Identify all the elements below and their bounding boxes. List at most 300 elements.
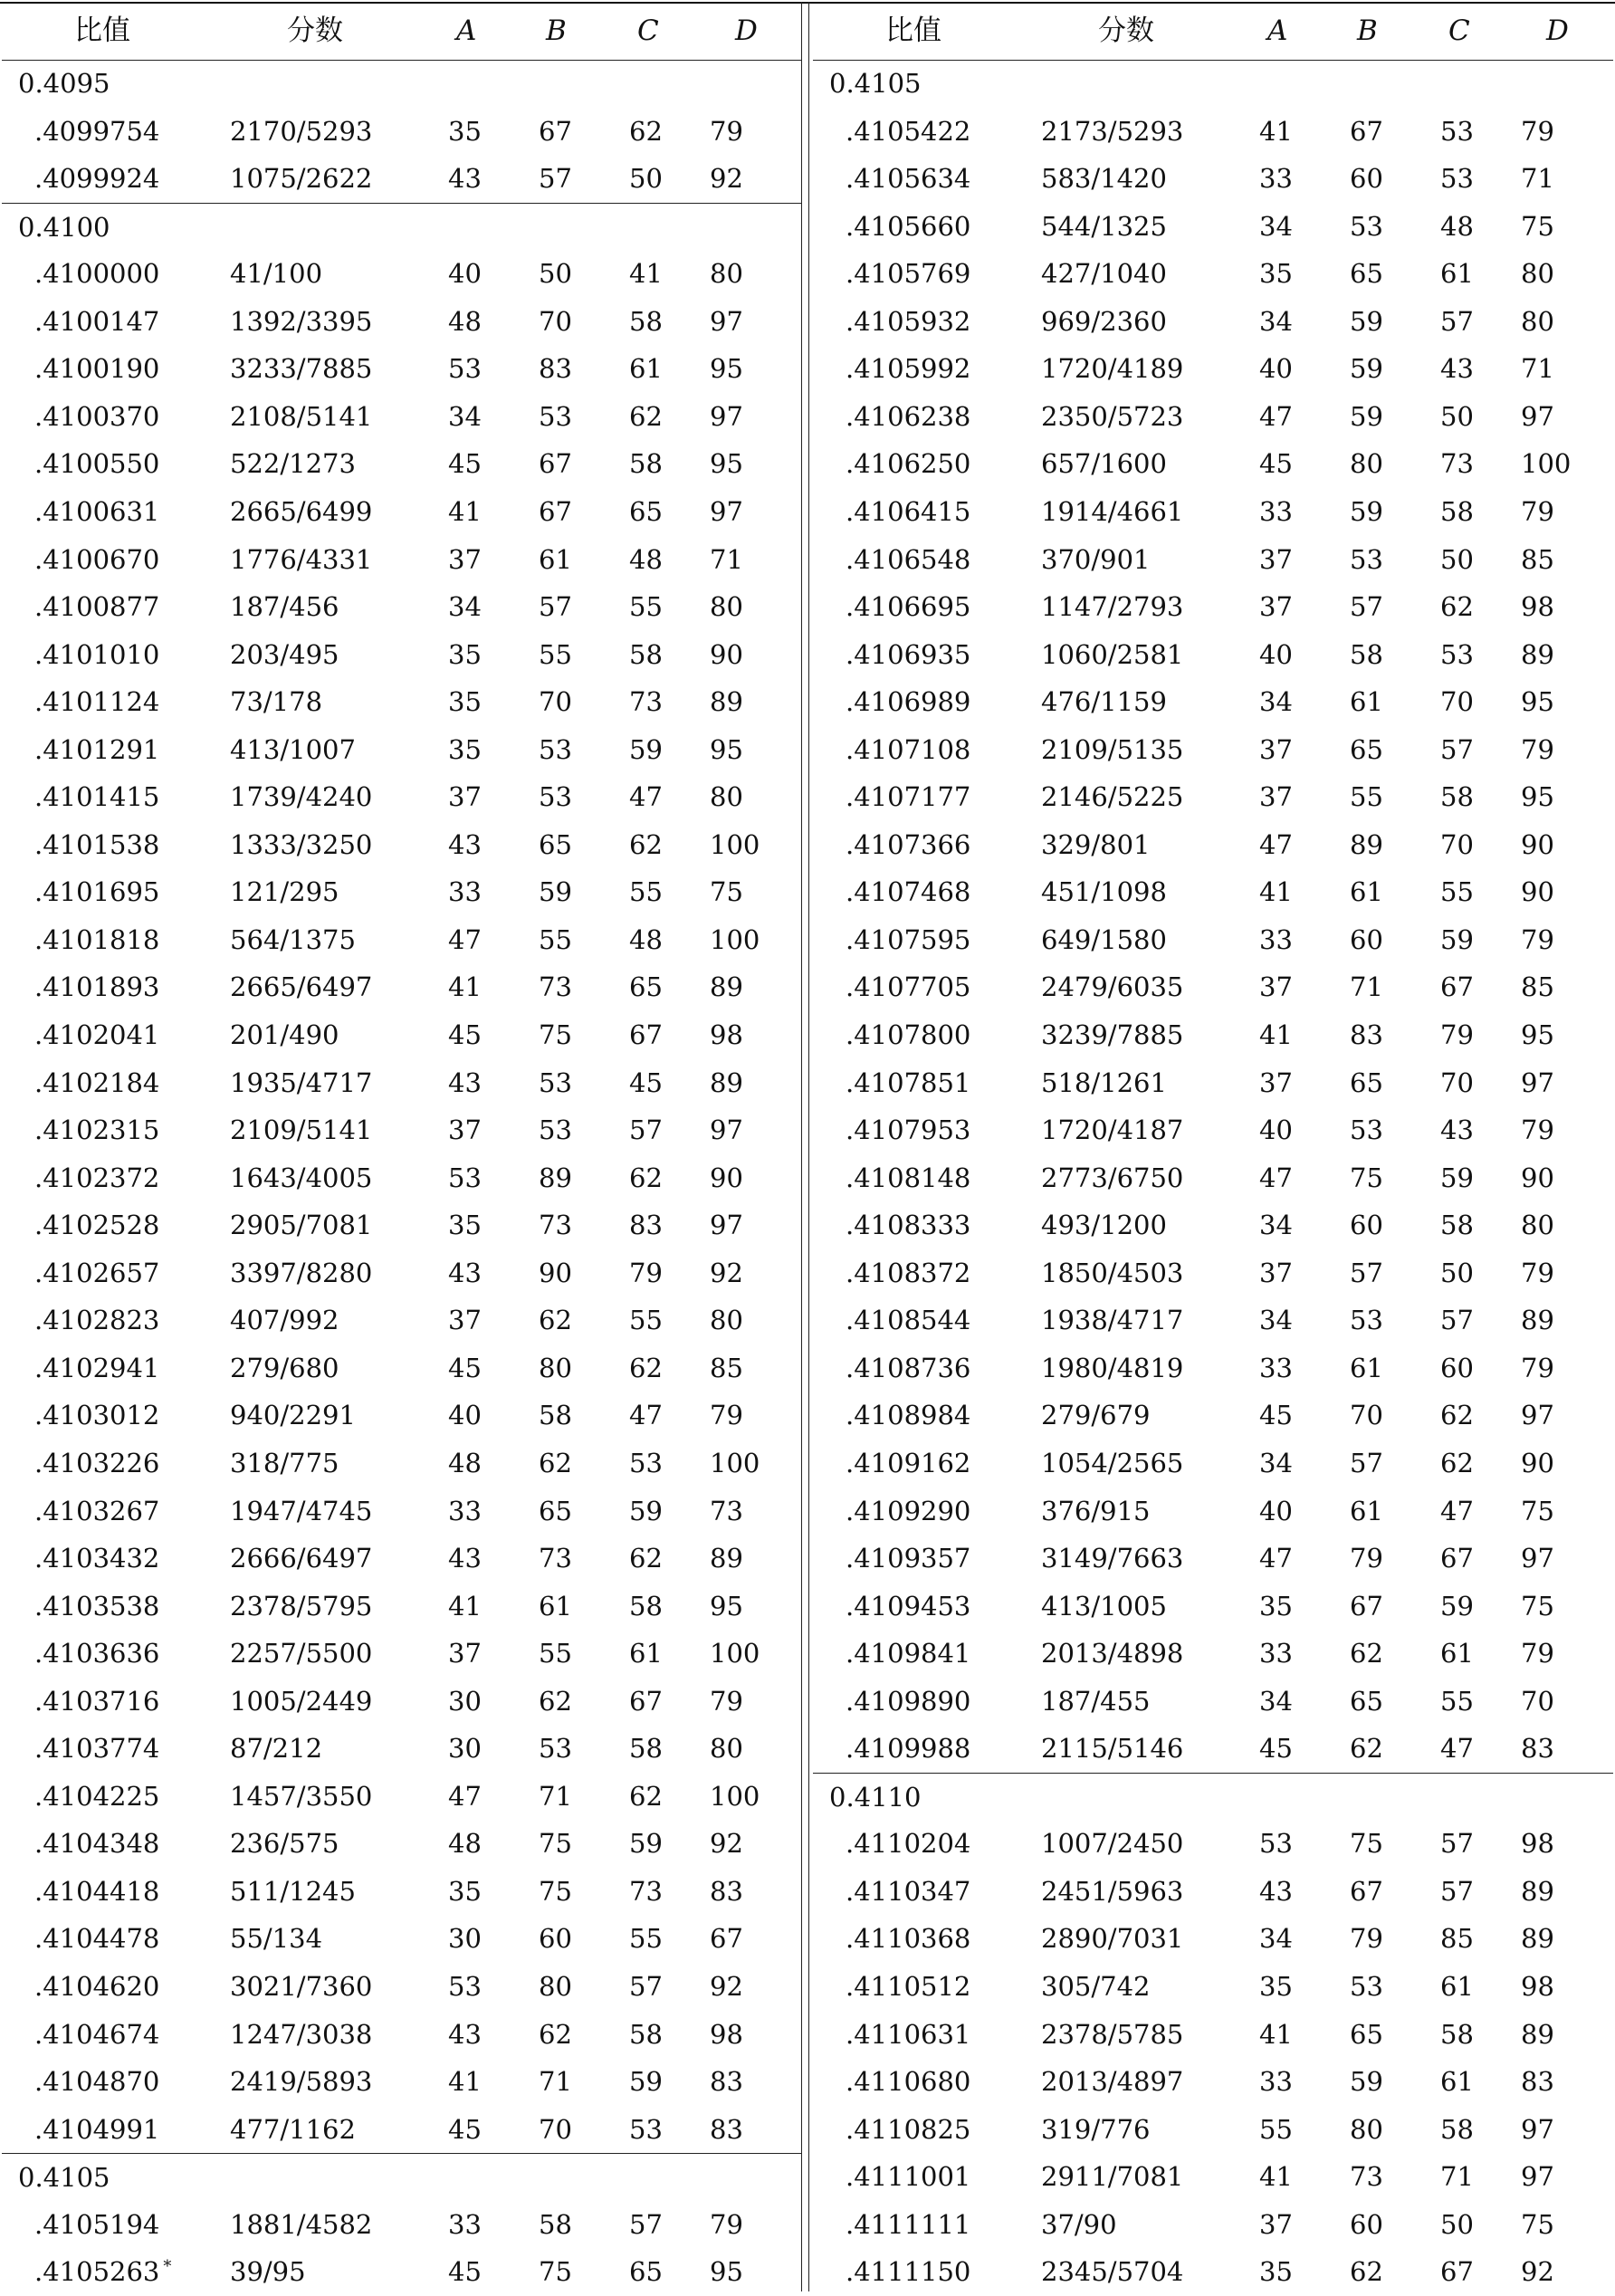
b-cell xyxy=(539,1915,572,1963)
c-cell xyxy=(629,1583,663,1631)
b-cell-text: 75 xyxy=(539,2256,572,2288)
b-cell xyxy=(1350,1249,1383,1297)
ratio-cell xyxy=(34,250,159,298)
c-cell xyxy=(629,1820,663,1868)
ratio-cell xyxy=(846,2011,970,2059)
a-cell xyxy=(1259,440,1293,488)
group-label: 0.4105 xyxy=(829,68,922,99)
fraction-cell-text: 87/212 xyxy=(230,1733,323,1765)
d-cell-text: 97 xyxy=(1521,2113,1554,2145)
b-cell-text: 59 xyxy=(1350,305,1383,337)
fraction-cell xyxy=(230,345,372,393)
fraction-cell-text: 2905/7081 xyxy=(230,1210,373,1241)
c-cell xyxy=(1440,2153,1474,2201)
d-cell-text: 89 xyxy=(1521,638,1554,670)
table-row xyxy=(2,1106,801,1154)
d-cell-text: 75 xyxy=(1521,2208,1554,2240)
b-cell-text: 53 xyxy=(539,1115,572,1146)
c-cell-text: 67 xyxy=(629,1019,663,1050)
d-cell-text: 80 xyxy=(710,1305,743,1336)
fraction-cell-text: 2378/5785 xyxy=(1041,2018,1184,2050)
table-row xyxy=(813,1868,1613,1916)
b-cell xyxy=(1350,1011,1383,1059)
b-cell xyxy=(1350,1915,1383,1963)
fraction-cell xyxy=(230,393,372,441)
fraction-cell-text: 2378/5795 xyxy=(230,1590,373,1622)
ratio-cell-text: .4104478 xyxy=(34,1923,160,1955)
header-ratio: 比值 xyxy=(885,14,941,47)
a-cell xyxy=(1259,1296,1293,1344)
a-cell xyxy=(1259,108,1293,156)
ratio-cell xyxy=(846,1201,970,1249)
d-cell xyxy=(710,1440,760,1488)
a-cell-text: 53 xyxy=(1259,1828,1293,1860)
table-row xyxy=(2,2011,801,2059)
b-cell-text: 62 xyxy=(1350,1638,1383,1669)
ratio-cell xyxy=(34,963,159,1011)
fraction-cell-text: 1720/4189 xyxy=(1041,353,1184,385)
ratio-cell-text: .4101124 xyxy=(34,686,160,718)
fraction-cell-text: 305/742 xyxy=(1041,1971,1151,2002)
fraction-cell xyxy=(1041,963,1183,1011)
b-cell xyxy=(539,2106,572,2154)
a-cell-text: 40 xyxy=(1259,638,1293,670)
b-cell xyxy=(539,1392,572,1440)
d-cell xyxy=(710,155,743,203)
c-cell-text: 43 xyxy=(1440,1115,1474,1146)
c-cell-text: 67 xyxy=(1440,971,1474,1003)
d-cell-text: 90 xyxy=(1521,876,1554,908)
fraction-cell xyxy=(1041,1011,1183,1059)
a-cell-text: 40 xyxy=(1259,1115,1293,1146)
a-cell-text: 33 xyxy=(448,1495,482,1526)
b-cell xyxy=(539,963,572,1011)
ratio-cell xyxy=(34,440,159,488)
fraction-cell xyxy=(1041,2153,1183,2201)
table-row xyxy=(813,2058,1613,2106)
c-cell-text: 61 xyxy=(629,353,663,385)
group-label: 0.4105 xyxy=(18,2162,110,2194)
fraction-cell xyxy=(1041,393,1183,441)
ratio-cell xyxy=(34,1344,159,1392)
ratio-cell xyxy=(34,345,159,393)
d-cell-text: 89 xyxy=(1521,2018,1554,2050)
b-cell-text: 73 xyxy=(1350,2161,1383,2193)
a-cell-text: 34 xyxy=(1259,1923,1293,1955)
c-cell xyxy=(629,250,663,298)
ratio-cell xyxy=(846,1440,970,1488)
d-cell-text: 100 xyxy=(710,1447,760,1478)
b-cell xyxy=(1350,488,1383,536)
ratio-cell xyxy=(846,1488,970,1535)
ratio-cell-text: .4109453 xyxy=(846,1590,971,1622)
ratio-cell-text: .4107953 xyxy=(846,1115,971,1146)
c-cell xyxy=(629,393,663,441)
d-cell xyxy=(1521,1488,1554,1535)
c-cell xyxy=(629,1059,663,1107)
c-cell-text: 47 xyxy=(1440,1733,1474,1765)
table-row xyxy=(813,536,1613,584)
fraction-cell-text: 2013/4898 xyxy=(1041,1638,1184,1669)
ratio-cell xyxy=(846,393,970,441)
ratio-cell xyxy=(846,1868,970,1916)
ratio-cell xyxy=(34,821,159,869)
b-cell xyxy=(1350,203,1383,251)
ratio-cell-text: .4102041 xyxy=(34,1019,160,1050)
fraction-cell-text: 2773/6750 xyxy=(1041,1162,1184,1193)
ratio-cell-text: .4101010 xyxy=(34,638,160,670)
d-cell xyxy=(1521,2058,1554,2106)
d-cell xyxy=(710,1915,743,1963)
b-cell xyxy=(539,155,572,203)
b-cell xyxy=(1350,1535,1383,1583)
a-cell-text: 37 xyxy=(448,1305,482,1336)
a-cell-text: 43 xyxy=(448,1067,482,1098)
a-cell xyxy=(1259,583,1293,631)
fraction-cell-text: 2108/5141 xyxy=(230,400,373,432)
d-cell xyxy=(710,488,743,536)
b-cell xyxy=(1350,1963,1383,2011)
a-cell-text: 37 xyxy=(448,781,482,813)
a-cell-text: 37 xyxy=(448,1638,482,1669)
b-cell xyxy=(1350,536,1383,584)
table-row xyxy=(813,726,1613,774)
d-cell xyxy=(710,393,743,441)
a-cell xyxy=(1259,916,1293,964)
d-cell-text: 100 xyxy=(710,923,760,955)
b-cell-text: 62 xyxy=(539,1447,572,1478)
ratio-cell-text: .4101695 xyxy=(34,876,160,908)
c-cell xyxy=(629,631,663,679)
table-row xyxy=(2,108,801,156)
c-cell xyxy=(629,1630,663,1678)
c-cell xyxy=(1440,2106,1474,2154)
table-row xyxy=(2,1249,801,1297)
ratio-cell xyxy=(846,345,970,393)
b-cell xyxy=(539,1773,572,1821)
c-cell-text: 55 xyxy=(629,1923,663,1955)
table-row xyxy=(2,1868,801,1916)
a-cell-text: 34 xyxy=(1259,210,1293,242)
table-row xyxy=(813,1630,1613,1678)
ratio-cell-text: .4108984 xyxy=(846,1400,971,1431)
b-cell-text: 65 xyxy=(539,1495,572,1526)
c-cell xyxy=(629,1440,663,1488)
header-fraction: 分数 xyxy=(287,14,343,47)
a-cell xyxy=(1259,1725,1293,1773)
c-cell-text: 62 xyxy=(1440,1400,1474,1431)
ratio-cell-text: .4110347 xyxy=(846,1875,971,1907)
ratio-cell-text: .4099754 xyxy=(34,115,160,147)
a-cell-text: 47 xyxy=(448,923,482,955)
b-cell xyxy=(539,1868,572,1916)
table-row xyxy=(2,1392,801,1440)
ratio-cell xyxy=(846,2106,970,2154)
a-cell-text: 34 xyxy=(1259,1447,1293,1478)
a-cell xyxy=(1259,1868,1293,1916)
d-cell-text: 85 xyxy=(710,1352,743,1383)
d-cell xyxy=(1521,678,1554,726)
b-cell-text: 79 xyxy=(1350,1923,1383,1955)
c-cell-text: 58 xyxy=(629,638,663,670)
fraction-cell xyxy=(230,1868,356,1916)
b-cell-text: 57 xyxy=(1350,1447,1383,1478)
a-cell-text: 37 xyxy=(448,543,482,575)
c-cell-text: 62 xyxy=(1440,1447,1474,1478)
fraction-cell-text: 236/575 xyxy=(230,1828,339,1860)
b-cell-text: 75 xyxy=(539,1828,572,1860)
fraction-cell-text: 1054/2565 xyxy=(1041,1447,1184,1478)
b-cell-text: 59 xyxy=(539,876,572,908)
fraction-cell-text: 2257/5500 xyxy=(230,1638,373,1669)
ratio-cell xyxy=(34,1630,159,1678)
d-cell-text: 89 xyxy=(710,971,743,1003)
b-cell xyxy=(1350,1106,1383,1154)
table-row xyxy=(2,2106,801,2154)
table-row xyxy=(813,345,1613,393)
c-cell xyxy=(629,2058,663,2106)
table-row xyxy=(2,1583,801,1631)
b-cell xyxy=(1350,2153,1383,2201)
fraction-cell-text: 187/455 xyxy=(1041,1685,1151,1717)
fraction-cell-text: 1881/4582 xyxy=(230,2208,373,2240)
ratio-cell xyxy=(846,536,970,584)
d-cell-text: 92 xyxy=(710,1257,743,1288)
ratio-cell-text: .4107595 xyxy=(846,923,971,955)
a-cell-text: 35 xyxy=(448,1210,482,1241)
table-row xyxy=(2,1154,801,1202)
fraction-cell xyxy=(1041,1201,1167,1249)
d-cell-text: 79 xyxy=(1521,1257,1554,1288)
c-cell-text: 48 xyxy=(629,543,663,575)
d-cell-text: 85 xyxy=(1521,543,1554,575)
d-cell-text: 98 xyxy=(1521,591,1554,623)
c-cell xyxy=(1440,203,1474,251)
c-cell-text: 53 xyxy=(629,1447,663,1478)
fraction-cell-text: 493/1200 xyxy=(1041,1210,1167,1241)
fraction-cell xyxy=(230,916,356,964)
ratio-cell xyxy=(34,868,159,916)
c-cell xyxy=(1440,1106,1474,1154)
table-row xyxy=(813,963,1613,1011)
d-cell xyxy=(710,1488,743,1535)
a-cell xyxy=(1259,1106,1293,1154)
ratio-cell xyxy=(34,1249,159,1297)
b-cell xyxy=(1350,868,1383,916)
b-cell-text: 53 xyxy=(1350,1971,1383,2002)
a-cell-text: 45 xyxy=(448,2113,482,2145)
fraction-cell xyxy=(230,868,339,916)
d-cell-text: 97 xyxy=(1521,1067,1554,1098)
a-cell-text: 34 xyxy=(1259,1305,1293,1336)
d-cell-text: 90 xyxy=(1521,1162,1554,1193)
d-cell-text: 75 xyxy=(1521,1495,1554,1526)
table-row xyxy=(813,1249,1613,1297)
table-row xyxy=(2,1963,801,2011)
b-cell-text: 57 xyxy=(1350,1257,1383,1288)
a-cell-text: 53 xyxy=(448,1971,482,2002)
a-cell xyxy=(448,963,482,1011)
ratio-cell-text: .4101893 xyxy=(34,971,160,1003)
b-cell-text: 65 xyxy=(1350,733,1383,765)
b-cell xyxy=(1350,108,1383,156)
a-cell xyxy=(448,821,482,869)
a-cell xyxy=(448,2248,482,2296)
table-row xyxy=(813,1725,1613,1773)
d-cell-text: 97 xyxy=(1521,2161,1554,2193)
c-cell xyxy=(629,868,663,916)
a-cell-text: 30 xyxy=(448,1685,482,1717)
table-row xyxy=(2,631,801,679)
ratio-cell xyxy=(34,488,159,536)
d-cell-text: 71 xyxy=(710,543,743,575)
d-cell-text: 100 xyxy=(710,1780,760,1812)
d-cell xyxy=(710,2058,743,2106)
c-cell xyxy=(629,1106,663,1154)
b-cell xyxy=(539,1820,572,1868)
fraction-cell-text: 522/1273 xyxy=(230,448,356,480)
d-cell xyxy=(1521,631,1554,679)
fraction-cell xyxy=(1041,155,1167,203)
c-cell-text: 57 xyxy=(1440,305,1474,337)
c-cell xyxy=(1440,1249,1474,1297)
fraction-cell xyxy=(230,773,372,821)
fraction-cell-text: 969/2360 xyxy=(1041,305,1167,337)
b-cell-text: 61 xyxy=(1350,1495,1383,1526)
a-cell xyxy=(448,1725,482,1773)
c-cell xyxy=(629,1868,663,1916)
fraction-cell-text: 2666/6497 xyxy=(230,1543,373,1574)
fraction-cell-text: 1938/4717 xyxy=(1041,1305,1184,1336)
b-cell xyxy=(539,868,572,916)
b-cell xyxy=(1350,773,1383,821)
a-cell xyxy=(1259,868,1293,916)
d-cell xyxy=(710,1820,743,1868)
d-cell-text: 97 xyxy=(710,305,743,337)
c-cell-text: 58 xyxy=(1440,1210,1474,1241)
d-cell xyxy=(1521,1725,1554,1773)
a-cell xyxy=(1259,203,1293,251)
ratio-cell-text: .4109841 xyxy=(846,1638,971,1669)
d-cell xyxy=(710,1535,743,1583)
b-cell-text: 80 xyxy=(1350,448,1383,480)
fraction-cell-text: 1914/4661 xyxy=(1041,495,1184,527)
ratio-cell-text: .4107108 xyxy=(846,733,971,765)
fraction-cell-text: 1075/2622 xyxy=(230,163,373,195)
a-cell-text: 43 xyxy=(448,2018,482,2050)
fraction-cell xyxy=(230,2011,372,2059)
fraction-cell-text: 1850/4503 xyxy=(1041,1257,1184,1288)
fraction-cell-text: 376/915 xyxy=(1041,1495,1151,1526)
ratio-cell-text: .4106935 xyxy=(846,638,971,670)
c-cell xyxy=(1440,1059,1474,1107)
b-cell xyxy=(539,345,572,393)
a-cell-text: 43 xyxy=(448,828,482,860)
a-cell-text: 37 xyxy=(448,1115,482,1146)
d-cell-text: 98 xyxy=(710,1019,743,1050)
ratio-cell xyxy=(846,821,970,869)
a-cell-text: 43 xyxy=(448,163,482,195)
ratio-cell-text: .4108736 xyxy=(846,1352,971,1383)
ratio-cell-text: .4110631 xyxy=(846,2018,971,2050)
a-cell xyxy=(448,108,482,156)
d-cell-text: 80 xyxy=(1521,1210,1554,1241)
c-cell-text: 50 xyxy=(1440,400,1474,432)
table-row xyxy=(2,393,801,441)
b-cell xyxy=(1350,250,1383,298)
b-cell-text: 67 xyxy=(1350,115,1383,147)
fraction-cell xyxy=(1041,203,1167,251)
a-cell-text: 45 xyxy=(448,448,482,480)
c-cell xyxy=(629,2106,663,2154)
b-cell-text: 73 xyxy=(539,971,572,1003)
ratio-cell xyxy=(846,440,970,488)
fraction-cell-text: 3397/8280 xyxy=(230,1257,373,1288)
ratio-cell-text: .4105263 xyxy=(34,2256,160,2288)
table-row xyxy=(2,536,801,584)
fraction-cell xyxy=(230,1535,372,1583)
table-row xyxy=(2,1773,801,1821)
ratio-cell xyxy=(846,1583,970,1631)
fraction-cell xyxy=(230,1963,372,2011)
fraction-cell-text: 2350/5723 xyxy=(1041,400,1184,432)
table-row xyxy=(813,1583,1613,1631)
c-cell xyxy=(629,108,663,156)
c-cell xyxy=(1440,2011,1474,2059)
fraction-cell-text: 3021/7360 xyxy=(230,1971,373,2002)
ratio-cell-text: .4103432 xyxy=(34,1543,160,1574)
c-cell xyxy=(629,155,663,203)
fraction-cell-text: 1392/3395 xyxy=(230,305,373,337)
ratio-cell-text: .4111111 xyxy=(846,2208,971,2240)
b-cell-text: 79 xyxy=(1350,1543,1383,1574)
d-cell xyxy=(1521,1678,1554,1726)
b-cell xyxy=(1350,2011,1383,2059)
ratio-cell xyxy=(846,773,970,821)
fraction-cell xyxy=(1041,821,1150,869)
fraction-cell-text: 413/1007 xyxy=(230,733,356,765)
b-cell-text: 53 xyxy=(1350,210,1383,242)
d-cell xyxy=(1521,1583,1554,1631)
d-cell-text: 80 xyxy=(710,1733,743,1765)
a-cell xyxy=(1259,1011,1293,1059)
d-cell xyxy=(1521,1820,1554,1868)
d-cell-text: 79 xyxy=(1521,733,1554,765)
fraction-cell xyxy=(230,1488,372,1535)
ratio-cell-text: .4111001 xyxy=(846,2161,971,2193)
d-cell xyxy=(1521,2011,1554,2059)
table-row xyxy=(813,203,1613,251)
c-cell xyxy=(629,1344,663,1392)
a-cell-text: 33 xyxy=(1259,1638,1293,1669)
d-cell xyxy=(710,773,743,821)
fraction-cell xyxy=(1041,1915,1183,1963)
a-cell xyxy=(1259,1440,1293,1488)
fraction-cell xyxy=(1041,868,1167,916)
c-cell xyxy=(1440,1392,1474,1440)
d-cell-text: 92 xyxy=(710,163,743,195)
group-header-row xyxy=(813,60,1613,108)
b-cell xyxy=(539,1249,572,1297)
b-cell xyxy=(1350,1344,1383,1392)
a-cell-text: 41 xyxy=(448,495,482,527)
fraction-cell xyxy=(1041,1154,1183,1202)
c-cell xyxy=(629,678,663,726)
ratio-cell xyxy=(34,1963,159,2011)
c-cell-text: 59 xyxy=(1440,1590,1474,1622)
ratio-cell-text: .4102941 xyxy=(34,1352,160,1383)
b-cell xyxy=(1350,1201,1383,1249)
